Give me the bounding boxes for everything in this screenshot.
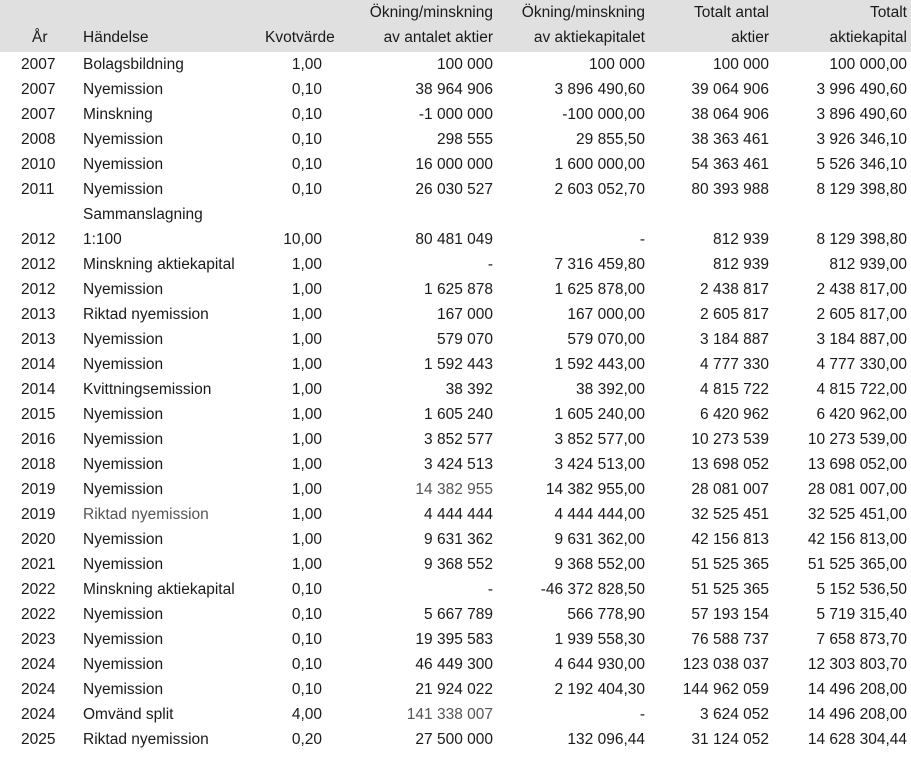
cell-total-capital: 7 658 873,70 [816,631,907,648]
table-row [0,127,911,152]
cell-capital-change: 1 592 443,00 [554,356,645,373]
cell-total-capital: 14 496 208,00 [807,706,907,723]
cell-capital-change: -46 372 828,50 [540,581,645,598]
header-total-capital-line2: aktiekapital [829,29,907,46]
cell-capital-change: 4 444 444,00 [554,506,645,523]
table-row [0,602,911,627]
cell-year: 2010 [21,156,56,173]
cell-total-shares: 80 393 988 [691,181,769,198]
cell-quota: 0,10 [291,581,322,598]
cell-capital-change: 579 070,00 [567,331,645,348]
cell-event: Nyemission [83,181,164,198]
cell-total-shares: 32 525 451 [691,506,769,523]
table-row [0,402,911,427]
table-row [0,277,911,302]
table-row [0,152,911,177]
cell-quota: 1,00 [291,306,322,323]
cell-event: Nyemission [83,531,164,548]
cell-total-shares: 4 777 330 [700,356,769,373]
cell-event: Minskning aktiekapital [83,256,235,273]
cell-year: 2007 [21,106,56,123]
table-row [0,427,911,452]
cell-quota: 1,00 [291,406,322,423]
cell-quota: 1,00 [291,256,322,273]
cell-total-capital: 100 000,00 [829,56,907,73]
cell-year: 2007 [21,81,56,98]
table-row [0,52,911,77]
cell-quota: 0,10 [291,631,322,648]
cell-capital-change: 3 896 490,60 [554,81,645,98]
cell-quota: 1,00 [291,56,322,73]
cell-total-shares: 4 815 722 [700,381,769,398]
cell-share-change: 1 625 878 [424,281,493,298]
cell-event [79,202,261,252]
cell-capital-change: 38 392,00 [576,381,645,398]
cell-event: Nyemission [83,81,164,98]
cell-event: Nyemission [83,606,164,623]
cell-capital-change: 1 939 558,30 [554,631,645,648]
cell-event: Nyemission [83,556,164,573]
cell-capital-change: 1 605 240,00 [554,406,645,423]
cell-share-change: 38 964 906 [415,81,493,98]
cell-total-shares: 51 525 365 [691,581,769,598]
cell-total-shares: 10 273 539 [691,431,769,448]
table-row [0,102,911,127]
cell-quota: 1,00 [291,481,322,498]
cell-year: 2014 [21,356,56,373]
cell-quota: 1,00 [291,331,322,348]
header-total-shares-line2: aktier [731,29,769,46]
cell-event: Nyemission [83,356,164,373]
header-share-change-line1: Ökning/minskning [369,4,493,21]
table-row [0,327,911,352]
cell-total-capital: 13 698 052,00 [807,456,907,473]
table-row [0,77,911,102]
cell-event: Nyemission [83,281,164,298]
cell-year: 2024 [21,656,56,673]
cell-event: Riktad nyemission [83,731,209,748]
cell-year: 2007 [21,56,56,73]
cell-quota: 1,00 [291,381,322,398]
cell-capital-change: 3 852 577,00 [554,431,645,448]
cell-total-capital: 2 438 817,00 [816,281,907,298]
table-body [0,52,911,752]
header-capital-change-line2: av aktiekapitalet [533,29,645,46]
cell-total-shares: 42 156 813 [691,531,769,548]
header-total-shares [649,0,773,52]
cell-total-shares: 2 438 817 [700,281,769,298]
cell-total-shares: 812 939 [712,231,769,248]
cell-share-change: 46 449 300 [415,656,493,673]
cell-share-change: 5 667 789 [424,606,493,623]
cell-capital-change: 167 000,00 [567,306,645,323]
cell-total-capital: 14 628 304,44 [807,731,907,748]
cell-year: 2019 [21,506,56,523]
cell-year: 2020 [21,531,56,548]
cell-total-shares: 812 939 [712,256,769,273]
table-row [0,252,911,277]
cell-total-capital: 5 526 346,10 [816,156,907,173]
cell-capital-change: - [639,706,645,723]
cell-event: Nyemission [83,131,164,148]
cell-quota: 1,00 [291,281,322,298]
cell-year: 2018 [21,456,56,473]
header-total-capital [773,0,911,52]
cell-total-shares: 3 184 887 [700,331,769,348]
cell-year: 2024 [21,706,56,723]
table-row [0,477,911,502]
cell-share-change: 27 500 000 [415,731,493,748]
cell-total-capital: 14 496 208,00 [807,681,907,698]
cell-capital-change: 566 778,90 [567,606,645,623]
cell-capital-change: 14 382 955,00 [545,481,645,498]
table-header [0,0,911,52]
cell-total-shares: 39 064 906 [691,81,769,98]
cell-capital-change: 29 855,50 [576,131,645,148]
cell-year: 2023 [21,631,56,648]
cell-capital-change: 4 644 930,00 [554,656,645,673]
cell-share-change: 9 631 362 [424,531,493,548]
cell-share-change: 19 395 583 [415,631,493,648]
cell-year: 2012 [21,256,56,273]
table-row [0,727,911,752]
cell-share-change: 38 392 [445,381,493,398]
cell-event: Riktad nyemission [83,506,209,523]
cell-total-shares: 54 363 461 [691,156,769,173]
table-row [0,202,911,252]
cell-share-change: 141 338 007 [406,706,493,723]
cell-quota: 0,20 [291,731,322,748]
cell-year: 2013 [21,331,56,348]
cell-quota: 1,00 [291,531,322,548]
cell-year: 2016 [21,431,56,448]
cell-total-capital: 51 525 365,00 [807,556,907,573]
cell-year: 2012 [21,231,56,248]
header-capital-change [497,0,649,52]
cell-year: 2014 [21,381,56,398]
cell-quota: 0,10 [291,156,322,173]
header-share-change-line2: av antalet aktier [383,29,493,46]
cell-share-change: 14 382 955 [415,481,493,498]
cell-quota: 1,00 [291,356,322,373]
cell-event: Nyemission [83,631,164,648]
cell-capital-change: 100 000 [588,56,645,73]
cell-share-change: 26 030 527 [415,181,493,198]
cell-capital-change: 132 096,44 [567,731,645,748]
cell-quota: 10,00 [283,231,322,248]
cell-share-change: 3 852 577 [424,431,493,448]
cell-total-capital: 32 525 451,00 [807,506,907,523]
header-total-capital-line1: Totalt [869,4,907,21]
cell-event: Nyemission [83,431,164,448]
cell-share-change: 579 070 [436,331,493,348]
cell-year: 2024 [21,681,56,698]
cell-capital-change: - [639,231,645,248]
cell-share-change: 298 555 [436,131,493,148]
header-event: Händelse [83,29,149,46]
cell-event: Nyemission [83,156,164,173]
table-row [0,352,911,377]
cell-year: 2025 [21,731,56,748]
cell-total-capital: 12 303 803,70 [807,656,907,673]
header-year: År [32,29,48,46]
table-row [0,527,911,552]
cell-total-capital: 5 152 536,50 [816,581,907,598]
cell-quota: 0,10 [291,106,322,123]
cell-total-capital: 812 939,00 [829,256,907,273]
header-share-change [326,0,497,52]
cell-quota: 1,00 [291,556,322,573]
header-total-shares-line1: Totalt antal [694,4,769,21]
table-row [0,377,911,402]
cell-total-capital: 5 719 315,40 [816,606,907,623]
header-row [0,0,911,52]
table-row [0,677,911,702]
cell-total-capital: 8 129 398,80 [816,181,907,198]
cell-share-change: 16 000 000 [415,156,493,173]
cell-year: 2022 [21,606,56,623]
table-row [0,627,911,652]
cell-event: Kvittningsemission [83,381,212,398]
cell-event: Nyemission [83,656,164,673]
cell-event-line2: 1:100 [83,231,122,248]
cell-event: Nyemission [83,456,164,473]
cell-total-capital: 4 777 330,00 [816,356,907,373]
cell-quota: 0,10 [291,81,322,98]
header-quota: Kvotvärde [265,29,335,46]
table-row [0,452,911,477]
cell-total-capital: 3 926 346,10 [816,131,907,148]
cell-share-change: 80 481 049 [415,231,493,248]
cell-total-capital: 6 420 962,00 [816,406,907,423]
cell-year: 2022 [21,581,56,598]
cell-capital-change: 9 631 362,00 [554,531,645,548]
cell-total-shares: 38 064 906 [691,106,769,123]
cell-quota: 4,00 [291,706,322,723]
cell-share-change: 100 000 [436,56,493,73]
cell-total-shares: 31 124 052 [691,731,769,748]
cell-quota: 0,10 [291,181,322,198]
cell-total-shares: 144 962 059 [682,681,769,698]
cell-event: Bolagsbildning [83,56,184,73]
cell-share-change: -1 000 000 [418,106,493,123]
cell-quota: 0,10 [291,681,322,698]
cell-capital-change: 1 625 878,00 [554,281,645,298]
header-capital-change-line1: Ökning/minskning [521,4,645,21]
cell-quota: 0,10 [291,656,322,673]
cell-quota: 1,00 [291,506,322,523]
table-row [0,577,911,602]
cell-year: 2008 [21,131,56,148]
cell-total-capital: 42 156 813,00 [807,531,907,548]
cell-total-capital: 3 896 490,60 [816,106,907,123]
cell-year: 2012 [21,281,56,298]
cell-event: Omvänd split [83,706,174,723]
cell-share-change: 1 592 443 [424,356,493,373]
cell-total-capital: 10 273 539,00 [807,431,907,448]
table-row [0,502,911,527]
cell-total-shares: 6 420 962 [700,406,769,423]
cell-quota: 0,10 [291,606,322,623]
cell-year: 2013 [21,306,56,323]
cell-share-change: 167 000 [436,306,493,323]
cell-year: 2019 [21,481,56,498]
cell-year: 2015 [21,406,56,423]
cell-share-change: 9 368 552 [424,556,493,573]
cell-event: Minskning [83,106,153,123]
cell-total-shares: 57 193 154 [691,606,769,623]
cell-total-shares: 38 363 461 [691,131,769,148]
cell-year: 2021 [21,556,56,573]
cell-event: Riktad nyemission [83,306,209,323]
cell-capital-change: 2 603 052,70 [554,181,645,198]
cell-event: Minskning aktiekapital [83,581,235,598]
table-row [0,177,911,202]
cell-share-change: 4 444 444 [424,506,493,523]
cell-total-capital: 8 129 398,80 [816,231,907,248]
cell-total-shares: 51 525 365 [691,556,769,573]
cell-year: 2011 [21,181,55,198]
cell-total-capital: 2 605 817,00 [816,306,907,323]
cell-capital-change: 2 192 404,30 [554,681,645,698]
cell-share-change: - [487,581,493,598]
cell-total-capital: 3 184 887,00 [816,331,907,348]
cell-capital-change: -100 000,00 [562,106,645,123]
cell-total-shares: 76 588 737 [691,631,769,648]
cell-capital-change: 1 600 000,00 [554,156,645,173]
cell-total-capital: 3 996 490,60 [816,81,907,98]
cell-share-change: 3 424 513 [424,456,493,473]
cell-quota: 1,00 [291,456,322,473]
table-row [0,302,911,327]
table-row [0,702,911,727]
cell-total-shares: 123 038 037 [682,656,769,673]
cell-quota: 1,00 [291,431,322,448]
cell-total-shares: 28 081 007 [691,481,769,498]
cell-quota: 0,10 [291,131,322,148]
cell-total-capital: 28 081 007,00 [807,481,907,498]
cell-share-change: - [487,256,493,273]
cell-capital-change: 9 368 552,00 [554,556,645,573]
cell-total-shares: 3 624 052 [700,706,769,723]
cell-total-shares: 2 605 817 [700,306,769,323]
cell-capital-change: 7 316 459,80 [554,256,645,273]
cell-event-line1: Sammanslagning [83,206,203,223]
cell-event: Nyemission [83,406,164,423]
cell-total-shares: 100 000 [712,56,769,73]
cell-event: Nyemission [83,681,164,698]
cell-capital-change: 3 424 513,00 [554,456,645,473]
table-row [0,552,911,577]
cell-share-change: 21 924 022 [415,681,493,698]
cell-event: Nyemission [83,331,164,348]
cell-total-capital: 4 815 722,00 [816,381,907,398]
cell-event: Nyemission [83,481,164,498]
table-row [0,652,911,677]
cell-total-shares: 13 698 052 [691,456,769,473]
cell-share-change: 1 605 240 [424,406,493,423]
